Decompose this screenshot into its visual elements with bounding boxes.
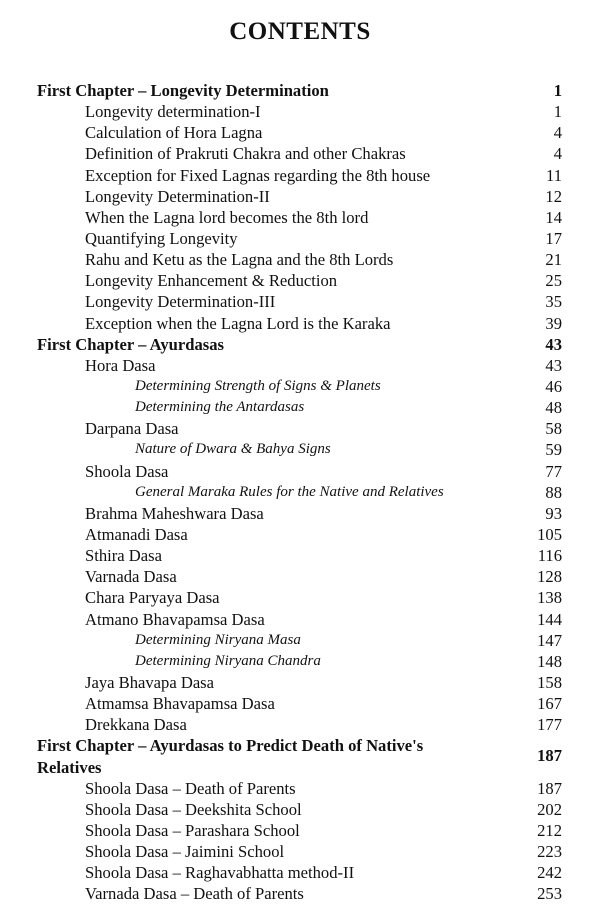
entry-title: Exception for Fixed Lagnas regarding the 8th house: [85, 165, 431, 185]
page-number: 12: [545, 186, 562, 206]
page-number: 144: [537, 609, 562, 629]
entry-title: Longevity Determination-II: [85, 186, 270, 206]
toc-entry: [0, 714, 600, 735]
entry-title: Longevity Determination-III: [85, 292, 276, 312]
toc-entry: [0, 778, 600, 799]
page-number: 223: [537, 842, 562, 862]
toc-entry: [0, 122, 600, 143]
entry-title: Calculation of Hora Lagna: [85, 123, 263, 143]
toc-entry: [0, 165, 600, 186]
toc-entry: [0, 207, 600, 228]
toc-subentry: [0, 482, 600, 503]
toc-entry: [0, 291, 600, 312]
toc-entry: [0, 270, 600, 291]
toc-entry: [0, 841, 600, 862]
entry-title: Determining Niryana Chandra: [135, 652, 321, 669]
entry-title: Exception when the Lagna Lord is the Karaka: [85, 313, 391, 333]
toc-entry: [0, 799, 600, 820]
toc-entry: [0, 609, 600, 630]
page-number: 4: [553, 123, 562, 143]
toc-subentry: [0, 397, 600, 418]
toc-entry: [0, 883, 600, 904]
page-number: 17: [545, 228, 562, 248]
toc-entry: [0, 355, 600, 376]
toc-entry: [0, 249, 600, 270]
toc-entry: [0, 693, 600, 714]
page-number: 46: [545, 376, 562, 396]
entry-title: Longevity determination-I: [85, 102, 261, 122]
entry-title: Determining the Antardasas: [135, 399, 305, 416]
toc-entry: [0, 186, 600, 207]
entry-title: General Maraka Rules for the Native and Relatives: [135, 483, 444, 500]
entry-title: Atmamsa Bhavapamsa Dasa: [85, 694, 275, 714]
page-number: 39: [545, 313, 562, 333]
page-title: CONTENTS: [229, 18, 371, 45]
toc-entry: [0, 313, 600, 334]
toc-entry: [0, 461, 600, 482]
page-number: 93: [545, 503, 562, 523]
toc-subentry: [0, 630, 600, 651]
entry-title: Nature of Dwara & Bahya Signs: [135, 441, 331, 458]
entry-title: Atmanadi Dasa: [85, 524, 188, 544]
page-number: 59: [545, 440, 562, 460]
entry-title: Determining Niryana Masa: [135, 631, 301, 648]
entry-title: Quantifying Longevity: [85, 228, 238, 248]
page-number: 43: [545, 355, 562, 375]
toc-entry: [0, 101, 600, 122]
toc-entry: [0, 862, 600, 883]
page-number: 242: [537, 863, 562, 883]
toc-subentry: [0, 651, 600, 672]
page-number: 35: [545, 292, 562, 312]
entry-title: Shoola Dasa: [85, 461, 169, 481]
toc-entry: [0, 228, 600, 249]
entry-title: Shoola Dasa – Deekshita School: [85, 799, 302, 819]
page-number: 116: [537, 546, 562, 566]
toc-entry: [0, 672, 600, 693]
entry-title: Rahu and Ketu as the Lagna and the 8th Lords: [85, 250, 394, 270]
page-number: 88: [545, 482, 562, 502]
entry-title: First Chapter – Ayurdasas: [37, 334, 224, 354]
page-number: 14: [545, 207, 562, 227]
entry-title: Jaya Bhavapa Dasa: [85, 672, 215, 692]
entry-title: Chara Paryaya Dasa: [85, 588, 220, 608]
page-number: 177: [537, 715, 562, 735]
toc-subentry: [0, 439, 600, 460]
page-number: 202: [537, 799, 562, 819]
page-number: 212: [537, 820, 562, 840]
entry-title: Varnada Dasa – Death of Parents: [85, 884, 304, 904]
toc-entry: [0, 820, 600, 841]
toc-entry: [0, 566, 600, 587]
page-number: 4: [553, 144, 562, 164]
entry-title: Determining Strength of Signs & Planets: [135, 377, 381, 394]
page-number: 253: [537, 884, 562, 904]
page-number: 48: [545, 398, 562, 418]
entry-title: Definition of Prakruti Chakra and other Chakras: [85, 144, 406, 164]
entry-title: Hora Dasa: [85, 355, 156, 375]
page-number: 1: [553, 81, 562, 100]
entry-title: When the Lagna lord becomes the 8th lord: [85, 207, 369, 227]
entry-title: Shoola Dasa – Raghavabhatta method-II: [85, 863, 355, 883]
page-number: 128: [537, 567, 562, 587]
page-number: 77: [545, 461, 562, 481]
page-number: 58: [545, 419, 562, 439]
page-number: 148: [537, 651, 562, 671]
toc-entry: [0, 587, 600, 608]
toc-entry: [0, 524, 600, 545]
entry-title: Shoola Dasa – Jaimini School: [85, 842, 285, 862]
page-number: 158: [537, 672, 562, 692]
entry-title: First Chapter – Longevity Determination: [37, 81, 329, 100]
page-number: 147: [537, 630, 562, 650]
entry-title: Varnada Dasa: [85, 567, 177, 587]
page-number: 43: [545, 334, 562, 354]
page-number: 187: [537, 778, 562, 798]
chapter-heading: [0, 334, 600, 355]
toc-entry: [0, 545, 600, 566]
entry-title: Sthira Dasa: [85, 546, 162, 566]
page-number: 138: [537, 588, 562, 608]
entry-title: First Chapter – Ayurdasas to Predict Death of Native's Relatives: [37, 736, 424, 777]
page-number: 187: [537, 746, 562, 766]
entry-title: Shoola Dasa – Death of Parents: [85, 778, 296, 798]
page-number: 167: [537, 694, 562, 714]
entry-title: Brahma Maheshwara Dasa: [85, 503, 264, 523]
page-number: 25: [545, 271, 562, 291]
entry-title: Darpana Dasa: [85, 419, 179, 439]
entry-title: Longevity Enhancement & Reduction: [85, 271, 338, 291]
page-number: 21: [545, 250, 562, 270]
entry-title: Drekkana Dasa: [85, 715, 187, 735]
entry-title: Atmano Bhavapamsa Dasa: [85, 609, 265, 629]
toc-subentry: [0, 376, 600, 397]
chapter-heading: [0, 80, 600, 101]
page-number: 11: [546, 165, 562, 185]
toc-entry: [0, 418, 600, 439]
entry-title: Shoola Dasa – Parashara School: [85, 820, 300, 840]
toc-entry: [0, 503, 600, 524]
toc-entry: [0, 143, 600, 164]
chapter-heading: [0, 735, 600, 777]
page-number: 1: [553, 102, 562, 122]
table-of-contents: [0, 80, 600, 905]
page-number: 105: [537, 524, 562, 544]
